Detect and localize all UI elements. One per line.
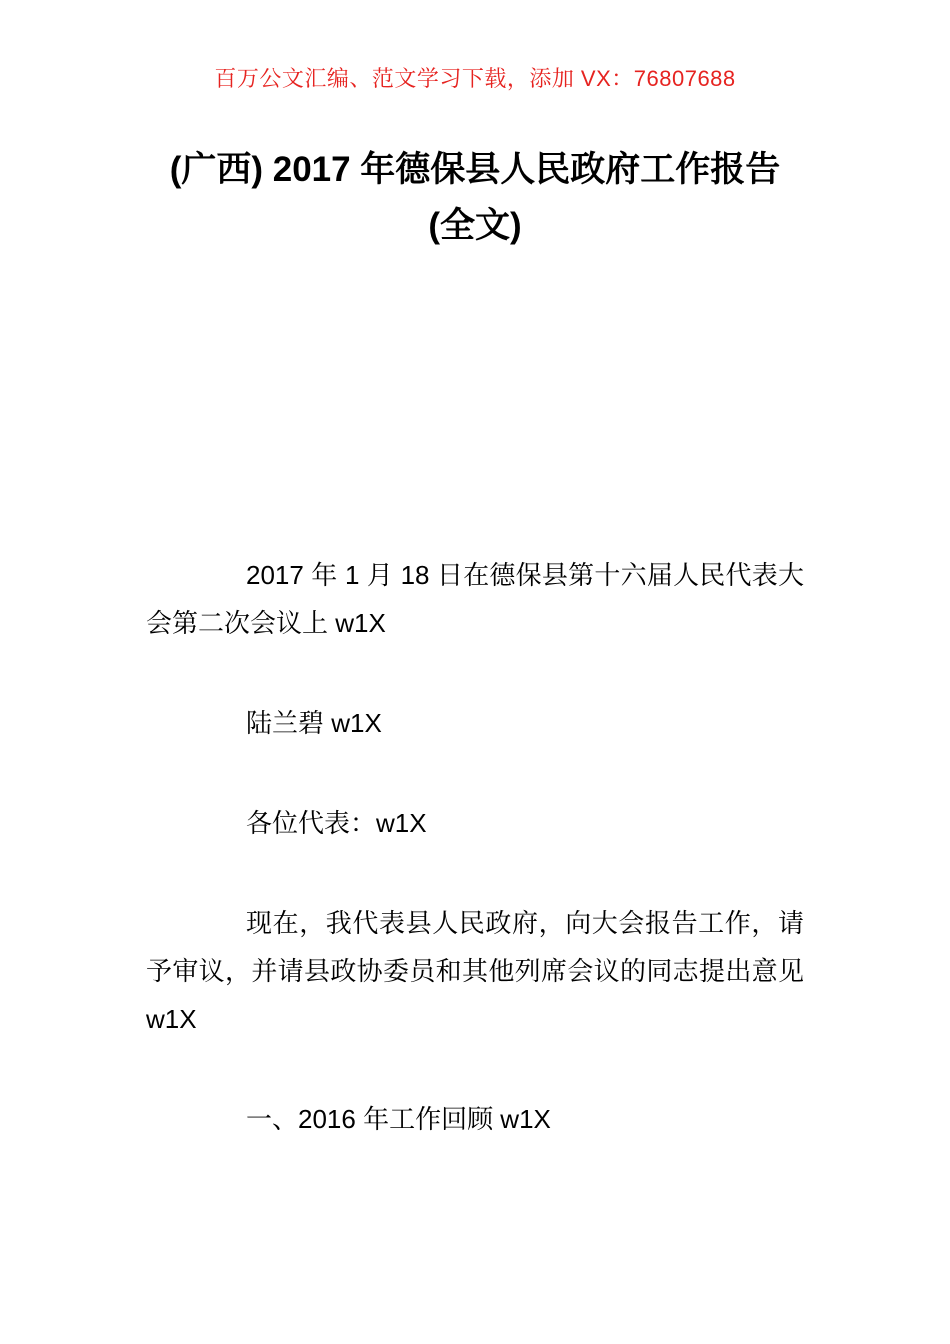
paragraph-date-line: 2017 年 1 月 18 日在德保县第十六届人民代表大会第二次会议上 w1X	[146, 560, 804, 638]
document-body	[146, 551, 804, 1143]
document-title-line2: (全文)	[428, 206, 522, 245]
promo-notice: 百万公文汇编、范文学习下载，添加 VX：76807688	[214, 66, 736, 91]
paragraph-intro: 现在，我代表县人民政府，向大会报告工作，请予审议，并请县政协委员和其他列席会议的同志提出意见 w1X	[146, 908, 804, 1034]
paragraph-salutation: 各位代表：w1X	[246, 808, 427, 838]
paragraph-section-heading: 一、2016 年工作回顾 w1X	[246, 1104, 551, 1134]
document-title	[0, 142, 950, 254]
paragraph-author: 陆兰碧 w1X	[246, 708, 382, 738]
document-title-line1: (广西) 2017 年德保县人民政府工作报告	[169, 150, 781, 189]
